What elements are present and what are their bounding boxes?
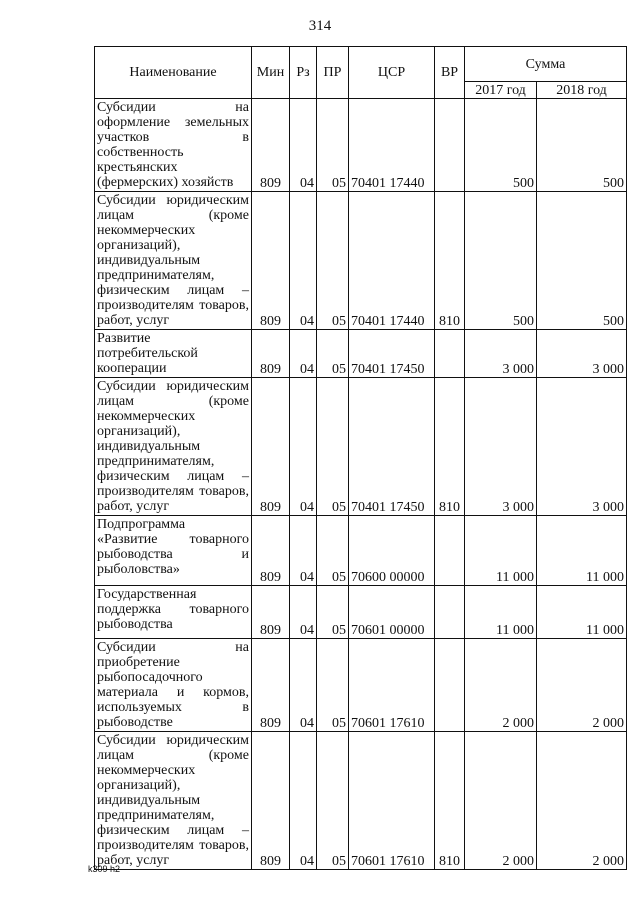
row-2017: 11 000 <box>465 516 537 586</box>
row-vr: 810 <box>435 378 465 516</box>
row-name: Субсидии юридическим лицам (кроме некоммерческих организаций), индивидуальным предпринимателям, физическим лицам – производителям товаров, работ, услуг <box>95 192 252 330</box>
page-number: 314 <box>308 18 332 34</box>
table-row <box>95 639 627 732</box>
table-row <box>95 378 627 516</box>
row-rz: 04 <box>290 732 317 870</box>
row-2018: 2 000 <box>537 639 627 732</box>
table-row <box>95 516 627 586</box>
table-row <box>95 192 627 330</box>
header-vr: ВР <box>435 47 465 99</box>
row-rz: 04 <box>290 330 317 378</box>
row-2018: 3 000 <box>537 330 627 378</box>
row-min: 809 <box>252 378 290 516</box>
footer-code: k309 h2 <box>88 864 121 874</box>
row-vr <box>435 99 465 192</box>
row-name: Субсидии на приобретение рыбопосадочного материала и кормов, используемых в рыбоводстве <box>95 639 252 732</box>
row-name: Подпрограмма «Развитие товарного рыбоводства и рыболовства» <box>95 516 252 586</box>
row-csr: 70600 00000 <box>349 516 435 586</box>
row-pr: 05 <box>317 99 349 192</box>
row-csr: 70401 17450 <box>349 378 435 516</box>
row-pr: 05 <box>317 378 349 516</box>
row-pr: 05 <box>317 732 349 870</box>
row-vr <box>435 639 465 732</box>
row-vr <box>435 330 465 378</box>
header-min: Мин <box>252 47 290 99</box>
row-2017: 3 000 <box>465 378 537 516</box>
row-min: 809 <box>252 516 290 586</box>
row-rz: 04 <box>290 378 317 516</box>
header-csr: ЦСР <box>349 47 435 99</box>
row-2017: 3 000 <box>465 330 537 378</box>
row-csr: 70601 00000 <box>349 586 435 639</box>
row-min: 809 <box>252 192 290 330</box>
row-pr: 05 <box>317 516 349 586</box>
header-2018: 2018 год <box>537 82 627 99</box>
header-rz: Рз <box>290 47 317 99</box>
table-row <box>95 586 627 639</box>
header-2017: 2017 год <box>465 82 537 99</box>
row-min: 809 <box>252 586 290 639</box>
row-pr: 05 <box>317 330 349 378</box>
row-min: 809 <box>252 99 290 192</box>
row-vr <box>435 516 465 586</box>
row-csr: 70401 17450 <box>349 330 435 378</box>
row-csr: 70601 17610 <box>349 732 435 870</box>
row-2017: 2 000 <box>465 639 537 732</box>
row-2018: 11 000 <box>537 586 627 639</box>
row-pr: 05 <box>317 586 349 639</box>
row-2018: 500 <box>537 99 627 192</box>
budget-table <box>94 46 627 870</box>
row-rz: 04 <box>290 586 317 639</box>
row-vr <box>435 586 465 639</box>
row-csr: 70401 17440 <box>349 192 435 330</box>
row-2017: 500 <box>465 99 537 192</box>
header-sum: Сумма <box>465 47 627 82</box>
header-name: Наименование <box>95 47 252 99</box>
table-row <box>95 732 627 870</box>
row-name: Развитие потребительской кооперации <box>95 330 252 378</box>
row-name: Субсидии юридическим лицам (кроме некоммерческих организаций), индивидуальным предпринимателям, физическим лицам – производителям товаров, работ, услуг <box>95 732 252 870</box>
row-name: Государственная поддержка товарного рыбоводства <box>95 586 252 639</box>
row-2018: 500 <box>537 192 627 330</box>
row-pr: 05 <box>317 192 349 330</box>
row-2018: 3 000 <box>537 378 627 516</box>
table-row <box>95 99 627 192</box>
table-row <box>95 330 627 378</box>
row-csr: 70601 17610 <box>349 639 435 732</box>
row-min: 809 <box>252 330 290 378</box>
row-csr: 70401 17440 <box>349 99 435 192</box>
row-min: 809 <box>252 732 290 870</box>
row-2017: 11 000 <box>465 586 537 639</box>
row-2018: 2 000 <box>537 732 627 870</box>
row-2018: 11 000 <box>537 516 627 586</box>
header-pr: ПР <box>317 47 349 99</box>
row-rz: 04 <box>290 516 317 586</box>
row-2017: 500 <box>465 192 537 330</box>
row-rz: 04 <box>290 99 317 192</box>
row-rz: 04 <box>290 639 317 732</box>
row-vr: 810 <box>435 732 465 870</box>
row-2017: 2 000 <box>465 732 537 870</box>
row-vr: 810 <box>435 192 465 330</box>
row-rz: 04 <box>290 192 317 330</box>
row-name: Субсидии на оформление земельных участков в собственность крестьянских (фермерских) хозяйств <box>95 99 252 192</box>
row-pr: 05 <box>317 639 349 732</box>
row-name: Субсидии юридическим лицам (кроме некоммерческих организаций), индивидуальным предпринимателям, физическим лицам – производителям товаров, работ, услуг <box>95 378 252 516</box>
row-min: 809 <box>252 639 290 732</box>
